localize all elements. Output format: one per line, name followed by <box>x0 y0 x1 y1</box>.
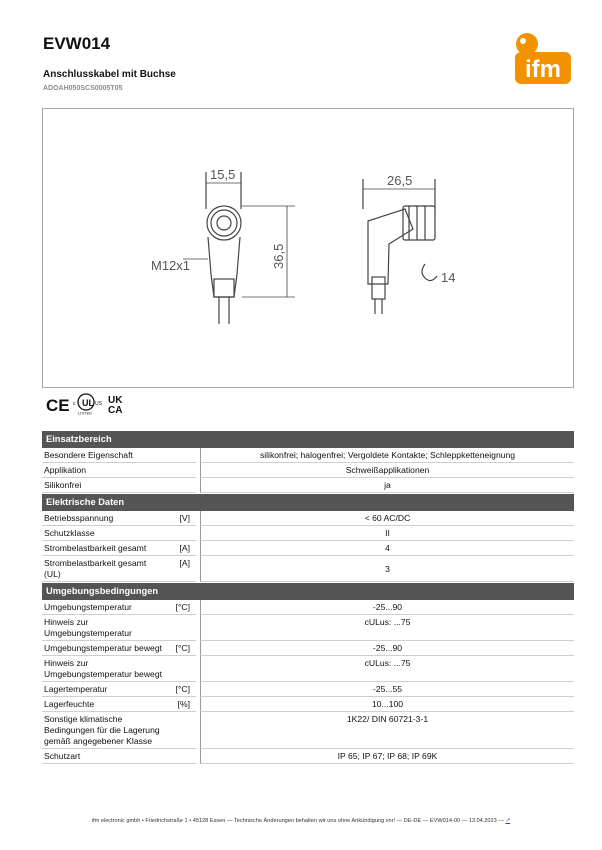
spec-label: Schutzart <box>42 749 196 764</box>
spec-unit: [A] <box>179 558 190 568</box>
page-link[interactable]: ↗ <box>505 818 511 824</box>
spec-label: Betriebsspannung [V] <box>42 511 196 526</box>
spec-value: -25...55 <box>200 682 574 697</box>
spec-label: Applikation <box>42 463 196 478</box>
spec-row <box>42 641 574 656</box>
thread-label: M12x1 <box>151 258 191 273</box>
dim-width-left: 15,5 <box>210 167 236 182</box>
spec-unit: [V] <box>179 513 190 523</box>
ul-right: US <box>95 401 102 407</box>
spec-value: -25...90 <box>200 600 574 615</box>
spec-row <box>42 478 574 493</box>
spec-value: Schweißapplikationen <box>200 463 574 478</box>
spec-value: 3 <box>200 556 574 582</box>
wrench-size: 14 <box>441 270 456 285</box>
logo-text: ifm <box>525 56 561 83</box>
spec-value: II <box>200 526 574 541</box>
section-header: Elektrische Daten <box>42 494 574 511</box>
spec-label: Hinweis zur Umgebungstemperatur bewegt <box>42 656 196 682</box>
spec-row <box>42 712 574 749</box>
ul-left: c <box>73 401 76 407</box>
spec-label: Hinweis zur Umgebungstemperatur <box>42 615 196 641</box>
spec-label: Schutzklasse <box>42 526 196 541</box>
dim-height: 36,5 <box>271 243 286 269</box>
spec-label: Lagerfeuchte [%] <box>42 697 196 712</box>
certification-marks <box>42 392 142 416</box>
ce-mark-icon: CE <box>46 396 70 415</box>
spec-row <box>42 511 574 526</box>
technical-drawing <box>43 109 573 387</box>
spec-label: Lagertemperatur [°C] <box>42 682 196 697</box>
spec-unit: [°C] <box>175 684 190 694</box>
dimension-drawing <box>42 108 574 388</box>
spec-label: Silikonfrei <box>42 478 196 493</box>
spec-row <box>42 615 574 641</box>
ukca-top: UK <box>108 395 123 406</box>
spec-value: -25...90 <box>200 641 574 656</box>
spec-label: Umgebungstemperatur [°C] <box>42 600 196 615</box>
ukca-bottom: CA <box>108 405 123 416</box>
spec-value: < 60 AC/DC <box>200 511 574 526</box>
spec-value: silikonfrei; halogenfrei; Vergoldete Kontakte; Schleppketteneignung <box>200 448 574 463</box>
spec-value: cULus: ...75 <box>200 615 574 641</box>
svg-text:UL: UL <box>82 398 94 408</box>
spec-label: Strombelastbarkeit gesamt (UL) [A] <box>42 556 196 582</box>
spec-value: 1K22/ DIN 60721-3-1 <box>200 712 574 749</box>
spec-unit: [°C] <box>175 643 190 653</box>
spec-row <box>42 541 574 556</box>
product-subtitle: Anschlusskabel mit Buchse <box>43 69 176 80</box>
spec-unit: [A] <box>179 543 190 553</box>
spec-value: 10...100 <box>200 697 574 712</box>
spec-row <box>42 448 574 463</box>
spec-row <box>42 749 574 764</box>
spec-label: Strombelastbarkeit gesamt [A] <box>42 541 196 556</box>
spec-row <box>42 682 574 697</box>
spec-row <box>42 463 574 478</box>
spec-row <box>42 656 574 682</box>
spec-row <box>42 697 574 712</box>
spec-label: Umgebungstemperatur bewegt [°C] <box>42 641 196 656</box>
spec-unit: [%] <box>177 699 190 709</box>
ul-listed: LISTED <box>78 410 93 416</box>
section-header: Einsatzbereich <box>42 431 574 448</box>
spec-row <box>42 600 574 615</box>
spec-table <box>42 430 574 764</box>
spec-row <box>42 526 574 541</box>
spec-value: ja <box>200 478 574 493</box>
section-header: Umgebungsbedingungen <box>42 583 574 600</box>
page-footer <box>0 818 602 824</box>
spec-label: Besondere Eigenschaft <box>42 448 196 463</box>
ifm-logo <box>511 30 573 86</box>
spec-label: Sonstige klimatische Bedingungen für die Lagerung gemäß angegebener Klasse <box>42 712 196 749</box>
footer-text: ifm electronic gmbh • Friedrichstraße 1 • 45128 Essen — Technische Änderungen behalten wir uns ohne Ankündigung vor! — DE-DE — EVW014-00 — 13.04.2023 — <box>91 818 504 824</box>
spec-unit: [°C] <box>175 602 190 612</box>
spec-value: cULus: ...75 <box>200 656 574 682</box>
spec-row <box>42 556 574 582</box>
product-title: EVW014 <box>43 34 111 53</box>
dim-width-right: 26,5 <box>387 173 413 188</box>
spec-value: 4 <box>200 541 574 556</box>
article-code: ADOAH050SCS0005T05 <box>43 85 123 92</box>
spec-value: IP 65; IP 67; IP 68; IP 69K <box>200 749 574 764</box>
